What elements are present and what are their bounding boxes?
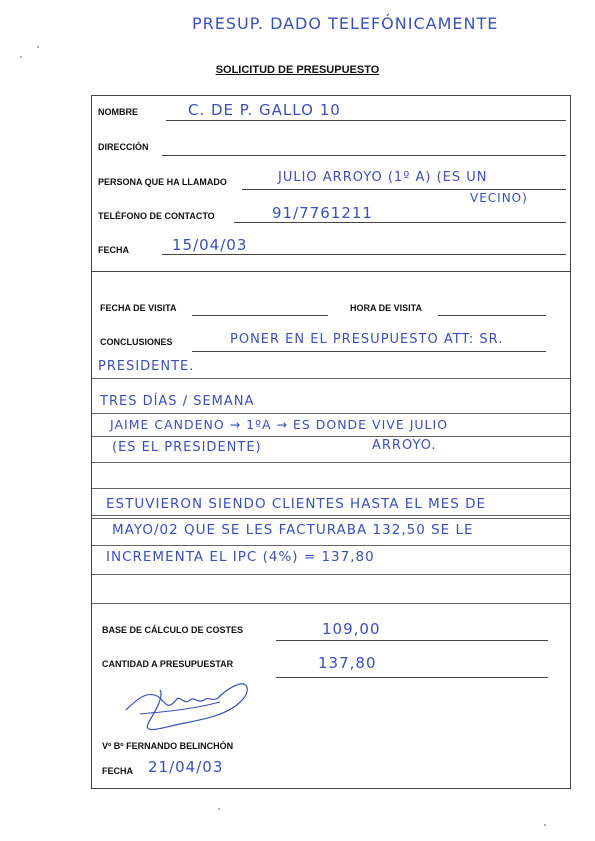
line-fecha-visita [192,315,328,316]
value-nombre: C. DE P. GALLO 10 [188,101,341,119]
conclusiones-line-1: PONER EN EL PRESUPUESTO ATT: SR. [230,332,504,347]
conclusiones-rule-9 [92,574,570,575]
budget-request-form [91,95,571,789]
signature [120,670,270,742]
label-vobo: Vº Bº FERNANDO BELINCHÓN [102,741,234,751]
conclusiones-line-7: MAYO/02 QUE SE LES FACTURABA 132,50 SE LE [112,522,474,538]
conclusiones-rule-5 [92,488,570,489]
conclusiones-line-2: PRESIDENTE. [98,359,195,374]
label-fecha: FECHA [98,245,129,255]
label-cantidad: CANTIDAD A PRESUPUESTAR [102,659,234,669]
line-persona [242,189,566,190]
value-base-calculo: 109,00 [322,620,381,638]
conclusiones-rule-6 [92,515,570,516]
line-direccion [162,155,566,156]
value-cantidad: 137,80 [318,654,377,672]
scan-speck [37,46,39,48]
line-nombre [166,120,566,121]
line-conclusiones [192,351,546,352]
label-fecha-firma: FECHA [102,766,133,776]
conclusiones-rule-2 [92,413,570,414]
conclusiones-line-5: (ES EL PRESIDENTE) [112,440,262,455]
label-persona: PERSONA QUE HA LLAMADO [98,177,227,187]
line-cantidad [276,677,548,678]
label-base-calculo: BASE DE CÁLCULO DE COSTES [102,625,244,635]
value-fecha-firma: 21/04/03 [148,758,224,776]
conclusiones-line-4: JAIME CANDENO → 1ºA → ES DONDE VIVE JULIO [110,417,449,432]
conclusiones-rule-1 [92,378,570,379]
label-conclusiones: CONCLUSIONES [100,337,173,347]
scan-speck [20,56,22,58]
page-title: SOLICITUD DE PRESUPUESTO [215,64,380,76]
value-fecha: 15/04/03 [172,236,248,254]
scan-speck [544,824,546,826]
conclusiones-line-8: INCREMENTA EL IPC (4%) = 137,80 [106,549,375,565]
conclusiones-rule-8 [92,545,570,546]
line-base-calculo [276,640,548,641]
line-telefono [234,222,566,223]
label-fecha-visita: FECHA DE VISITA [100,303,177,313]
conclusiones-line-5b: ARROYO. [372,438,437,453]
conclusiones-rule-3 [92,436,570,437]
conclusiones-line-6: ESTUVIERON SIENDO CLIENTES HASTA EL MES DE [106,496,487,512]
line-fecha [162,254,566,255]
conclusiones-rule-7 [92,518,570,519]
value-persona-cont: VECINO) [470,191,528,205]
line-hora-visita [438,315,546,316]
conclusiones-line-3: TRES DÍAS / SEMANA [100,394,255,409]
value-telefono: 91/7761211 [272,204,373,222]
value-persona: JULIO ARROYO (1º A) (ES UN [278,170,488,185]
label-hora-visita: HORA DE VISITA [350,303,423,313]
section-divider-1 [92,271,570,272]
label-telefono: TELÉFONO DE CONTACTO [98,211,215,221]
label-nombre: NOMBRE [98,107,138,117]
label-direccion: DIRECCIÓN [98,142,149,152]
scan-speck [218,808,220,810]
top-note: PRESUP. DADO TELEFÓNICAMENTE [192,14,499,33]
conclusiones-rule-4 [92,462,570,463]
conclusiones-rule-10 [92,603,570,604]
